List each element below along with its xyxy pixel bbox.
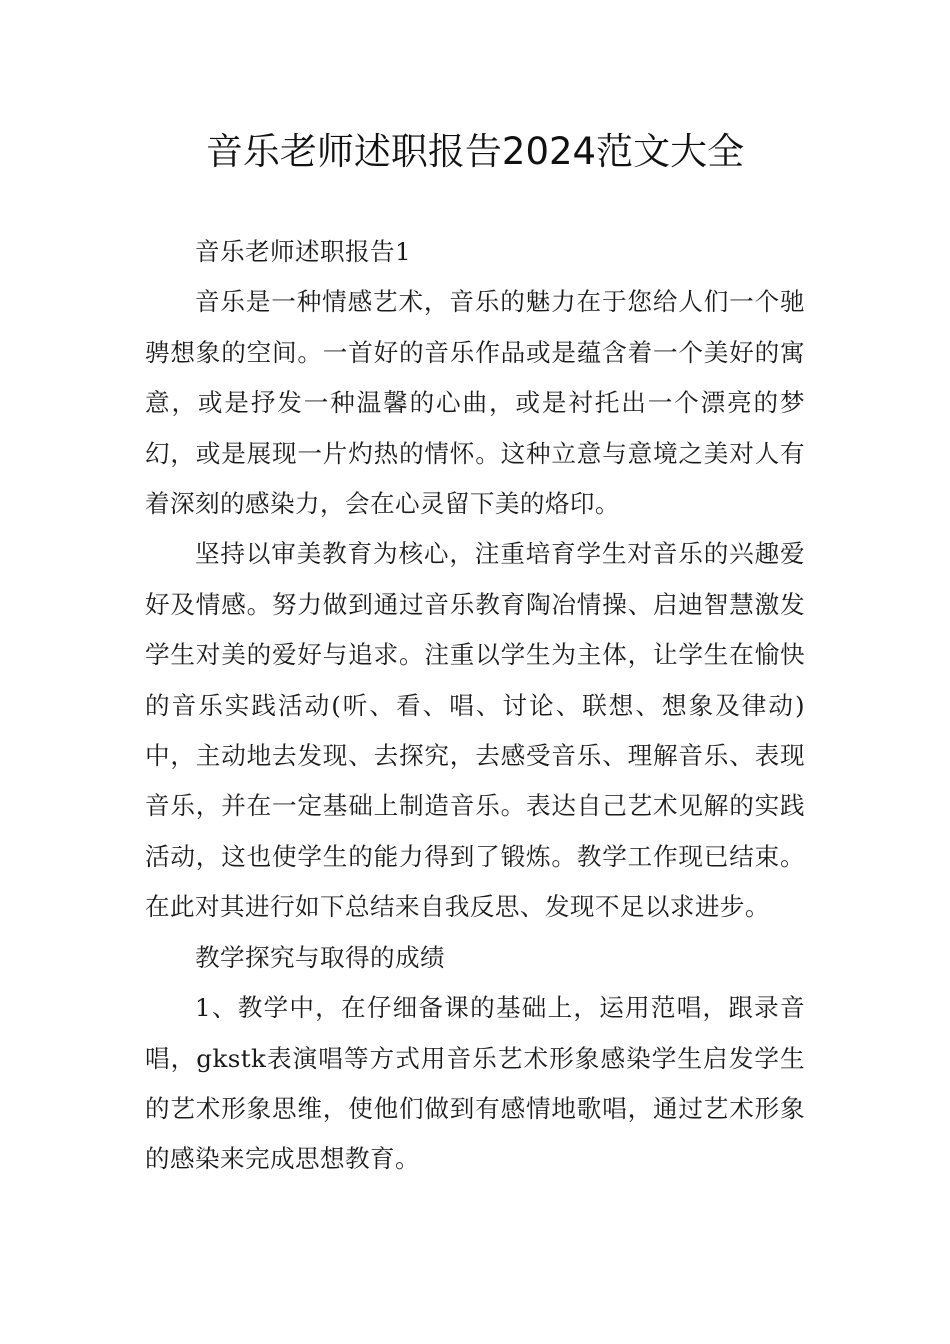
document-title: 音乐老师述职报告2024范文大全 bbox=[205, 130, 745, 173]
body-paragraph: 1、教学中，在仔细备课的基础上，运用范唱，跟录音唱，gkstk表演唱等方式用音乐艺术形象感染学生启发学生的艺术形象思维，使他们做到有感情地歌唱，通过艺术形象的感染来完成思想教育。 bbox=[145, 993, 805, 1174]
body-paragraph: 音乐是一种情感艺术，音乐的魅力在于您给人们一个驰骋想象的空间。一首好的音乐作品或是蕴含着一个美好的寓意，或是抒发一种温馨的心曲，或是衬托出一个漂亮的梦幻，或是展现一片灼热的情怀。这种立意与意境之美对人有着深刻的感染力，会在心灵留下美的烙印。 bbox=[145, 287, 805, 519]
section-heading: 音乐老师述职报告1 bbox=[195, 237, 411, 266]
document-body bbox=[145, 227, 805, 1185]
section-heading: 教学探究与取得的成绩 bbox=[195, 942, 445, 972]
body-paragraph: 坚持以审美教育为核心，注重培育学生对音乐的兴趣爱好及情感。努力做到通过音乐教育陶冶情操、启迪智慧激发学生对美的爱好与追求。注重以学生为主体，让学生在愉快的音乐实践活动(听、看、唱、讨论、联想、想象及律动)中，主动地去发现、去探究，去感受音乐、理解音乐、表现音乐，并在一定基础上制造音乐。表达自己艺术见解的实践活动，这也使学生的能力得到了锻炼。教学工作现已结束。在此对其进行如下总结来自我反思、发现不足以求进步。 bbox=[145, 539, 805, 922]
